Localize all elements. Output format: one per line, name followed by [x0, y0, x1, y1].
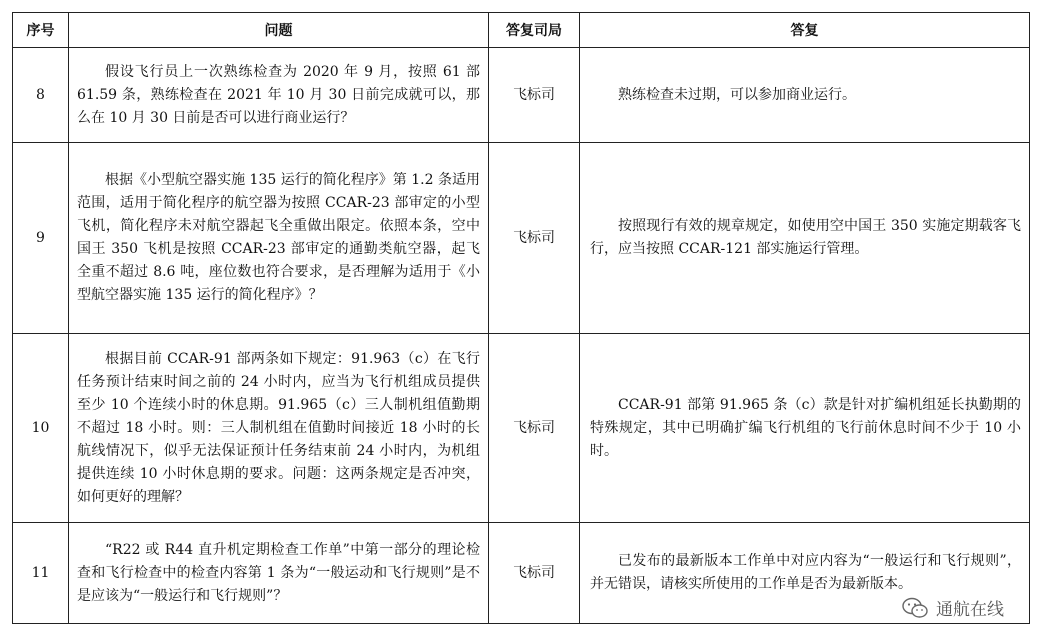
question-cell: 假设飞行员上一次熟练检查为 2020 年 9 月，按照 61 部 61.59 条，熟练检查在 2021 年 10 月 30 日前完成就可以，那么在 10 月 30 日前是否可以进行商业运行？ — [69, 48, 489, 143]
department-cell: 飞标司 — [489, 334, 580, 523]
table-row — [13, 523, 1030, 624]
answer-cell: 按照现行有效的规章规定，如使用空中国王 350 实施定期载客飞行，应当按照 CCAR-121 部实施运行管理。 — [580, 143, 1030, 334]
row-number: 8 — [13, 48, 69, 143]
table-row — [13, 48, 1030, 143]
qa-table — [12, 12, 1030, 624]
row-number: 11 — [13, 523, 69, 624]
answer-cell: 熟练检查未过期，可以参加商业运行。 — [580, 48, 1030, 143]
wechat-icon — [902, 597, 928, 619]
table-header-row — [13, 13, 1030, 48]
department-cell: 飞标司 — [489, 48, 580, 143]
row-number: 9 — [13, 143, 69, 334]
watermark — [902, 595, 1004, 620]
header-number: 序号 — [13, 13, 69, 48]
watermark-text: 通航在线 — [936, 600, 1004, 620]
question-cell: “R22 或 R44 直升机定期检查工作单”中第一部分的理论检查和飞行检查中的检查内容第 1 条为“一般运动和飞行规则”是不是应该为“一般运行和飞行规则”？ — [69, 523, 489, 624]
header-department: 答复司局 — [489, 13, 580, 48]
question-cell: 根据《小型航空器实施 135 运行的简化程序》第 1.2 条适用范围，适用于简化程序的航空器为按照 CCAR-23 部审定的小型飞机，简化程序未对航空器起飞全重做出限定。依照本条，空中国王 350 飞机是按照 CCAR-23 部审定的通勤类航空器，起飞全重不超过 8.6 吨，座位数也符合要求，是否理解为适用于《小型航空器实施 135 运行的简化程序》？ — [69, 143, 489, 334]
answer-cell: 已发布的最新版本工作单中对应内容为“一般运行和飞行规则”，并无错误，请核实所使用的工作单是否为最新版本。 — [580, 523, 1030, 624]
answer-cell: CCAR-91 部第 91.965 条（c）款是针对扩编机组延长执勤期的特殊规定，其中已明确扩编飞行机组的飞行前休息时间不少于 10 小时。 — [580, 334, 1030, 523]
department-cell: 飞标司 — [489, 523, 580, 624]
header-question: 问题 — [69, 13, 489, 48]
row-number: 10 — [13, 334, 69, 523]
department-cell: 飞标司 — [489, 143, 580, 334]
question-cell: 根据目前 CCAR-91 部两条如下规定：91.963（c）在飞行任务预计结束时间之前的 24 小时内，应当为飞行机组成员提供至少 10 个连续小时的休息期。91.965（c）三人制机组值勤期不超过 18 小时。则：三人制机组在值勤时间接近 18 小时的长航线情况下，似乎无法保证预计任务结束前 24 小时内，为机组提供连续 10 小时休息期的要求。问题：这两条规定是否冲突，如何更好的理解？ — [69, 334, 489, 523]
table-row — [13, 143, 1030, 334]
document-page — [12, 12, 1029, 624]
header-answer: 答复 — [580, 13, 1030, 48]
table-row — [13, 334, 1030, 523]
